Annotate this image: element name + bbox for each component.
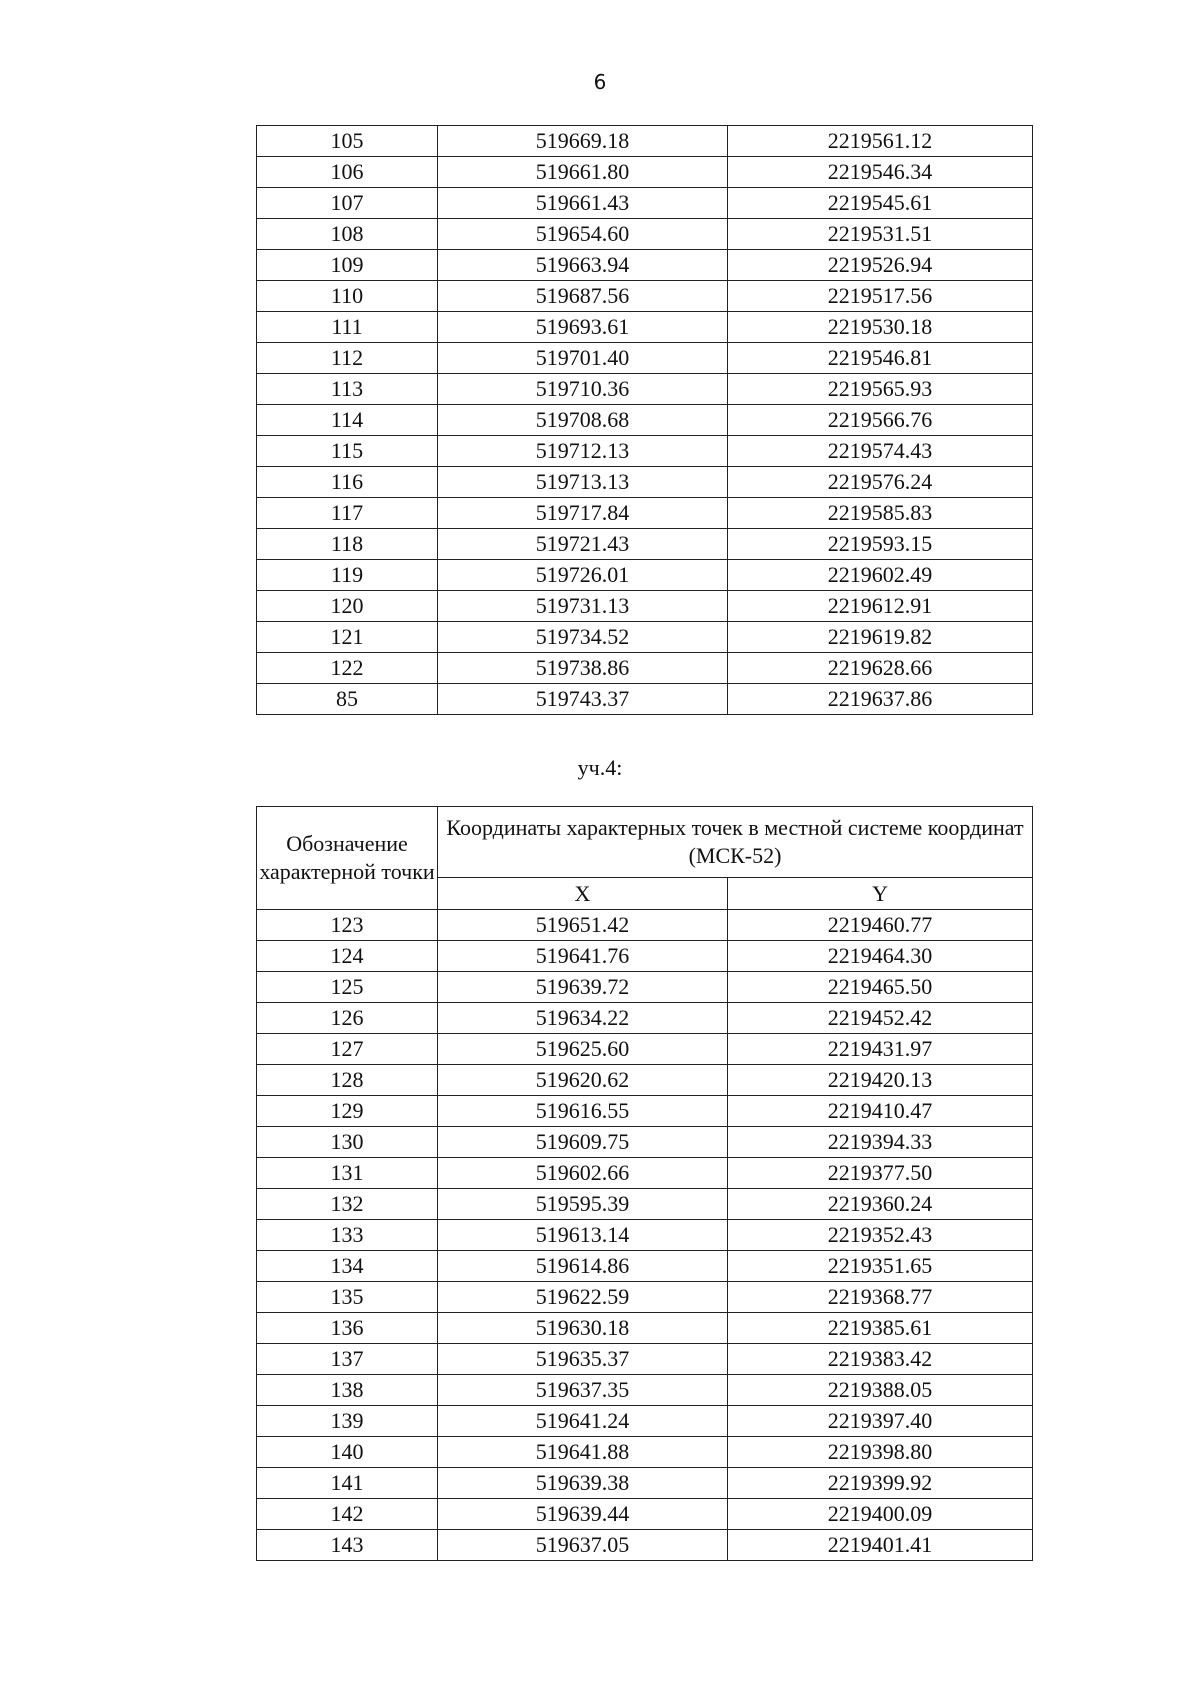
cell-point-number: 139 — [257, 1406, 438, 1437]
table-row — [257, 1220, 1033, 1251]
cell-y-coordinate: 2219546.81 — [728, 343, 1033, 374]
cell-y-coordinate: 2219637.86 — [728, 684, 1033, 715]
cell-y-coordinate: 2219368.77 — [728, 1282, 1033, 1313]
cell-x-coordinate: 519687.56 — [438, 281, 728, 312]
cell-point-number: 112 — [257, 343, 438, 374]
cell-point-number: 126 — [257, 1003, 438, 1034]
cell-x-coordinate: 519654.60 — [438, 219, 728, 250]
cell-point-number: 134 — [257, 1251, 438, 1282]
cell-point-number: 136 — [257, 1313, 438, 1344]
table-row — [257, 910, 1033, 941]
table-1-body — [257, 126, 1033, 715]
cell-y-coordinate: 2219530.18 — [728, 312, 1033, 343]
table-row — [257, 343, 1033, 374]
cell-x-coordinate: 519661.43 — [438, 188, 728, 219]
cell-x-coordinate: 519693.61 — [438, 312, 728, 343]
cell-y-coordinate: 2219399.92 — [728, 1468, 1033, 1499]
cell-y-coordinate: 2219531.51 — [728, 219, 1033, 250]
table-row — [257, 1282, 1033, 1313]
cell-point-number: 121 — [257, 622, 438, 653]
cell-x-coordinate: 519641.76 — [438, 941, 728, 972]
cell-y-coordinate: 2219385.61 — [728, 1313, 1033, 1344]
cell-x-coordinate: 519639.44 — [438, 1499, 728, 1530]
coordinates-table-section-4 — [256, 806, 1033, 1561]
cell-y-coordinate: 2219383.42 — [728, 1344, 1033, 1375]
table-row — [257, 653, 1033, 684]
cell-y-coordinate: 2219576.24 — [728, 467, 1033, 498]
cell-x-coordinate: 519726.01 — [438, 560, 728, 591]
table-row — [257, 622, 1033, 653]
table-row — [257, 405, 1033, 436]
cell-point-number: 142 — [257, 1499, 438, 1530]
cell-y-coordinate: 2219394.33 — [728, 1127, 1033, 1158]
cell-point-number: 110 — [257, 281, 438, 312]
cell-y-coordinate: 2219612.91 — [728, 591, 1033, 622]
table-row — [257, 1065, 1033, 1096]
cell-point-number: 143 — [257, 1530, 438, 1561]
table-row — [257, 1468, 1033, 1499]
cell-x-coordinate: 519613.14 — [438, 1220, 728, 1251]
cell-point-number: 127 — [257, 1034, 438, 1065]
cell-y-coordinate: 2219388.05 — [728, 1375, 1033, 1406]
table-row — [257, 1313, 1033, 1344]
cell-y-coordinate: 2219360.24 — [728, 1189, 1033, 1220]
cell-point-number: 115 — [257, 436, 438, 467]
cell-x-coordinate: 519637.05 — [438, 1530, 728, 1561]
table-row — [257, 1375, 1033, 1406]
cell-y-coordinate: 2219351.65 — [728, 1251, 1033, 1282]
cell-point-number: 117 — [257, 498, 438, 529]
table-row — [257, 281, 1033, 312]
cell-y-coordinate: 2219452.42 — [728, 1003, 1033, 1034]
cell-x-coordinate: 519602.66 — [438, 1158, 728, 1189]
table-row — [257, 1530, 1033, 1561]
cell-x-coordinate: 519734.52 — [438, 622, 728, 653]
cell-y-coordinate: 2219574.43 — [728, 436, 1033, 467]
section-label: уч.4: — [577, 755, 623, 780]
cell-x-coordinate: 519635.37 — [438, 1344, 728, 1375]
cell-point-number: 122 — [257, 653, 438, 684]
cell-y-coordinate: 2219460.77 — [728, 910, 1033, 941]
table-2-header — [257, 807, 1033, 910]
table-row — [257, 684, 1033, 715]
table-row — [257, 1158, 1033, 1189]
cell-point-number: 107 — [257, 188, 438, 219]
cell-y-coordinate: 2219401.41 — [728, 1530, 1033, 1561]
cell-point-number: 132 — [257, 1189, 438, 1220]
table-2-body — [257, 910, 1033, 1561]
cell-x-coordinate: 519641.24 — [438, 1406, 728, 1437]
cell-x-coordinate: 519637.35 — [438, 1375, 728, 1406]
table-row — [257, 1251, 1033, 1282]
cell-y-coordinate: 2219397.40 — [728, 1406, 1033, 1437]
table-row — [257, 591, 1033, 622]
table-row — [257, 1096, 1033, 1127]
cell-point-number: 123 — [257, 910, 438, 941]
table-row — [257, 157, 1033, 188]
cell-point-number: 138 — [257, 1375, 438, 1406]
cell-y-coordinate: 2219400.09 — [728, 1499, 1033, 1530]
cell-x-coordinate: 519663.94 — [438, 250, 728, 281]
cell-x-coordinate: 519661.80 — [438, 157, 728, 188]
table-row — [257, 498, 1033, 529]
cell-y-coordinate: 2219410.47 — [728, 1096, 1033, 1127]
cell-x-coordinate: 519721.43 — [438, 529, 728, 560]
cell-point-number: 141 — [257, 1468, 438, 1499]
cell-x-coordinate: 519712.13 — [438, 436, 728, 467]
table-row — [257, 219, 1033, 250]
cell-x-coordinate: 519708.68 — [438, 405, 728, 436]
cell-y-coordinate: 2219398.80 — [728, 1437, 1033, 1468]
cell-x-coordinate: 519595.39 — [438, 1189, 728, 1220]
cell-x-coordinate: 519717.84 — [438, 498, 728, 529]
table-row — [257, 1003, 1033, 1034]
cell-point-number: 113 — [257, 374, 438, 405]
cell-point-number: 131 — [257, 1158, 438, 1189]
table-row — [257, 436, 1033, 467]
page-number: 6 — [593, 70, 607, 94]
cell-point-number: 120 — [257, 591, 438, 622]
cell-point-number: 106 — [257, 157, 438, 188]
cell-x-coordinate: 519639.72 — [438, 972, 728, 1003]
cell-point-number: 128 — [257, 1065, 438, 1096]
cell-point-number: 133 — [257, 1220, 438, 1251]
cell-point-number: 129 — [257, 1096, 438, 1127]
cell-x-coordinate: 519713.13 — [438, 467, 728, 498]
cell-x-coordinate: 519616.55 — [438, 1096, 728, 1127]
table-row — [257, 560, 1033, 591]
cell-x-coordinate: 519743.37 — [438, 684, 728, 715]
table-row — [257, 972, 1033, 1003]
table-row — [257, 1406, 1033, 1437]
cell-point-number: 118 — [257, 529, 438, 560]
header-point-designation: Обозначение характерной точки — [257, 807, 438, 910]
cell-y-coordinate: 2219377.50 — [728, 1158, 1033, 1189]
cell-point-number: 140 — [257, 1437, 438, 1468]
cell-point-number: 119 — [257, 560, 438, 591]
table-row — [257, 188, 1033, 219]
header-x: X — [438, 878, 728, 910]
table-row — [257, 126, 1033, 157]
cell-y-coordinate: 2219465.50 — [728, 972, 1033, 1003]
table-row — [257, 529, 1033, 560]
cell-y-coordinate: 2219619.82 — [728, 622, 1033, 653]
cell-y-coordinate: 2219464.30 — [728, 941, 1033, 972]
cell-y-coordinate: 2219585.83 — [728, 498, 1033, 529]
cell-x-coordinate: 519731.13 — [438, 591, 728, 622]
cell-point-number: 137 — [257, 1344, 438, 1375]
cell-y-coordinate: 2219628.66 — [728, 653, 1033, 684]
cell-y-coordinate: 2219517.56 — [728, 281, 1033, 312]
cell-x-coordinate: 519622.59 — [438, 1282, 728, 1313]
cell-x-coordinate: 519620.62 — [438, 1065, 728, 1096]
cell-point-number: 130 — [257, 1127, 438, 1158]
cell-point-number: 109 — [257, 250, 438, 281]
table-row — [257, 312, 1033, 343]
cell-y-coordinate: 2219593.15 — [728, 529, 1033, 560]
table-row — [257, 1127, 1033, 1158]
cell-y-coordinate: 2219526.94 — [728, 250, 1033, 281]
cell-y-coordinate: 2219565.93 — [728, 374, 1033, 405]
cell-x-coordinate: 519738.86 — [438, 653, 728, 684]
cell-point-number: 105 — [257, 126, 438, 157]
cell-point-number: 85 — [257, 684, 438, 715]
cell-point-number: 125 — [257, 972, 438, 1003]
cell-x-coordinate: 519614.86 — [438, 1251, 728, 1282]
cell-y-coordinate: 2219431.97 — [728, 1034, 1033, 1065]
cell-y-coordinate: 2219561.12 — [728, 126, 1033, 157]
cell-point-number: 111 — [257, 312, 438, 343]
cell-x-coordinate: 519639.38 — [438, 1468, 728, 1499]
table-row — [257, 941, 1033, 972]
cell-point-number: 124 — [257, 941, 438, 972]
cell-x-coordinate: 519625.60 — [438, 1034, 728, 1065]
table-row — [257, 1499, 1033, 1530]
cell-x-coordinate: 519669.18 — [438, 126, 728, 157]
cell-point-number: 116 — [257, 467, 438, 498]
cell-x-coordinate: 519630.18 — [438, 1313, 728, 1344]
cell-y-coordinate: 2219420.13 — [728, 1065, 1033, 1096]
cell-y-coordinate: 2219566.76 — [728, 405, 1033, 436]
cell-y-coordinate: 2219352.43 — [728, 1220, 1033, 1251]
cell-y-coordinate: 2219602.49 — [728, 560, 1033, 591]
cell-y-coordinate: 2219546.34 — [728, 157, 1033, 188]
header-coordinates: Координаты характерных точек в местной системе координат (МСК-52) — [438, 807, 1033, 878]
cell-point-number: 135 — [257, 1282, 438, 1313]
table-row — [257, 1437, 1033, 1468]
cell-x-coordinate: 519651.42 — [438, 910, 728, 941]
cell-y-coordinate: 2219545.61 — [728, 188, 1033, 219]
cell-point-number: 108 — [257, 219, 438, 250]
table-row — [257, 1344, 1033, 1375]
cell-x-coordinate: 519641.88 — [438, 1437, 728, 1468]
table-row — [257, 250, 1033, 281]
table-row — [257, 374, 1033, 405]
cell-x-coordinate: 519634.22 — [438, 1003, 728, 1034]
cell-x-coordinate: 519701.40 — [438, 343, 728, 374]
cell-x-coordinate: 519710.36 — [438, 374, 728, 405]
table-row — [257, 467, 1033, 498]
header-y: Y — [728, 878, 1033, 910]
table-row — [257, 1189, 1033, 1220]
table-row — [257, 1034, 1033, 1065]
cell-x-coordinate: 519609.75 — [438, 1127, 728, 1158]
coordinates-table-continued — [256, 125, 1033, 715]
cell-point-number: 114 — [257, 405, 438, 436]
